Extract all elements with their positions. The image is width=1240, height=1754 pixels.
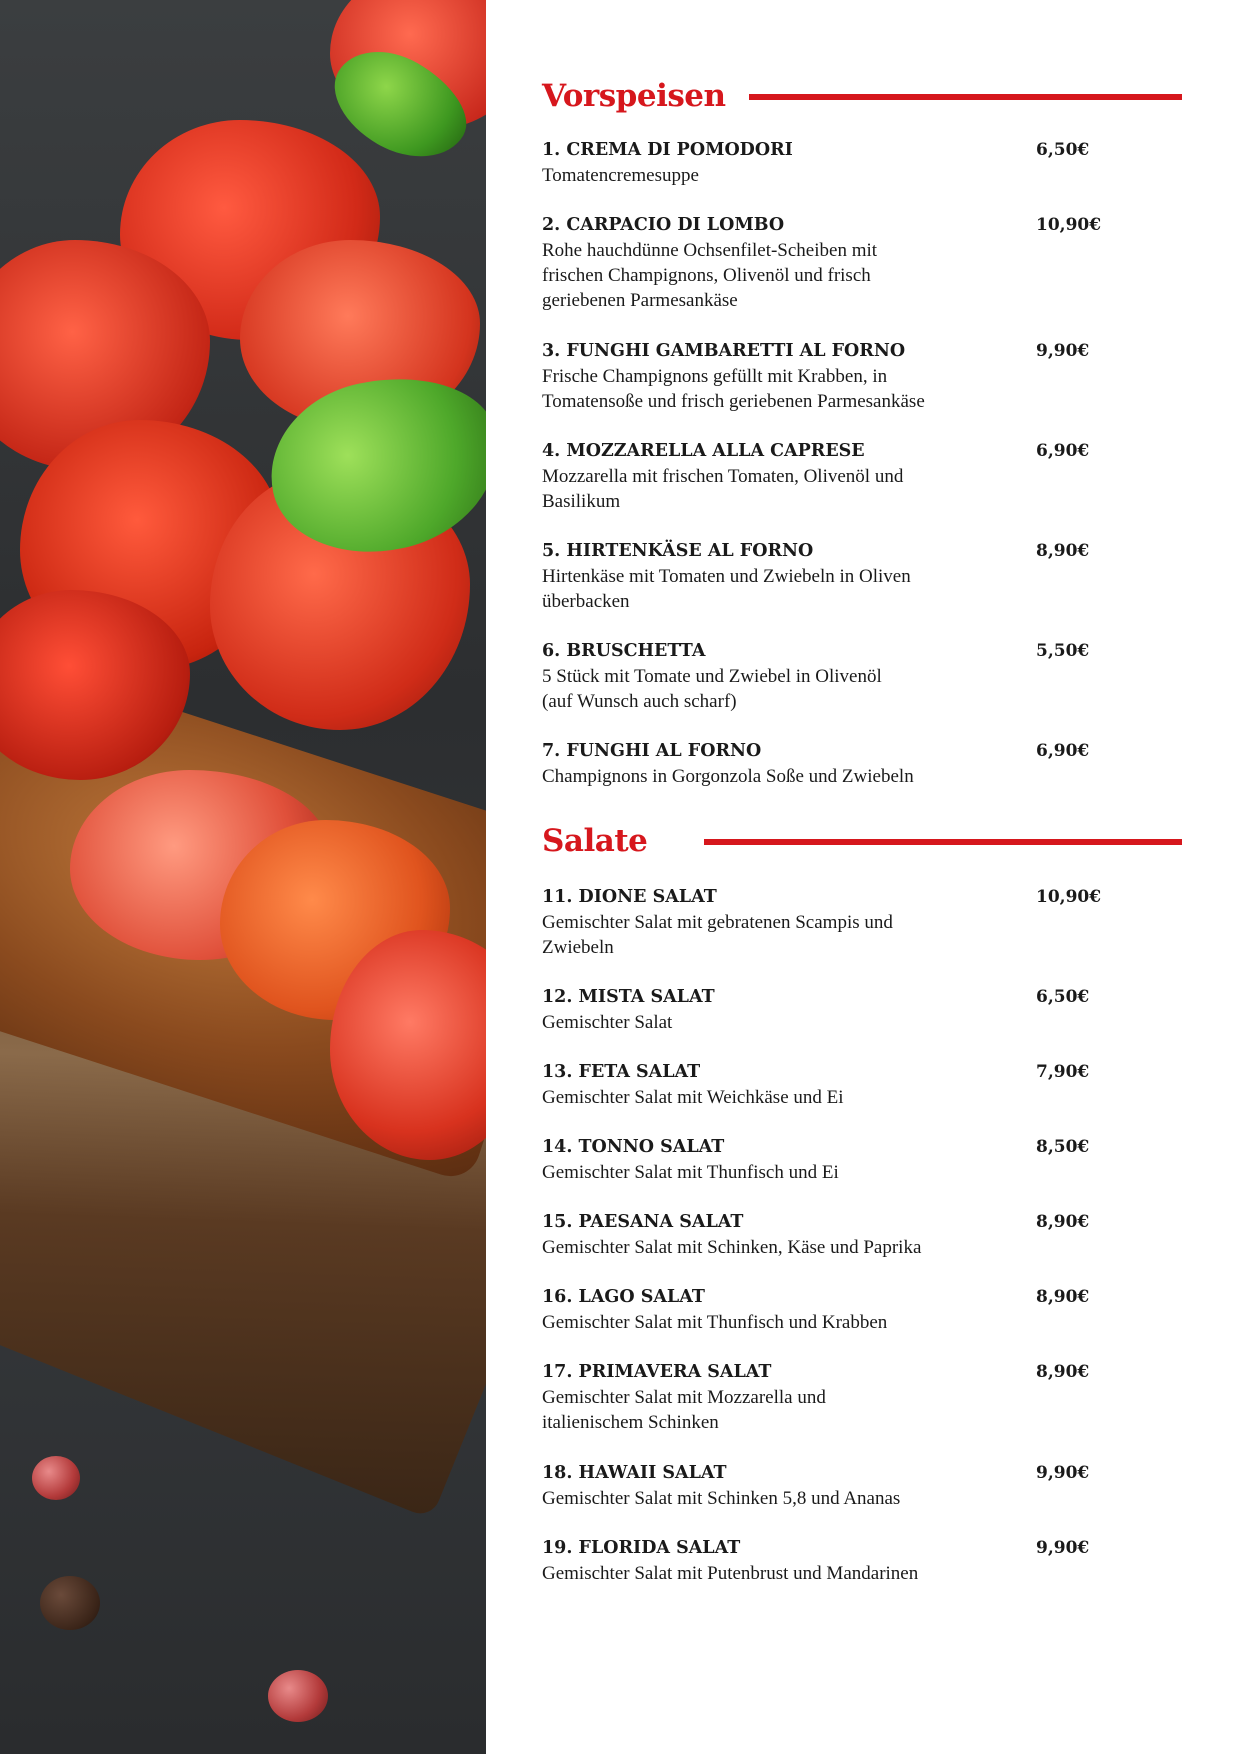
item-price: 7,90€	[1036, 1062, 1090, 1082]
section-divider	[704, 839, 1182, 845]
item-price: 9,90€	[1036, 1538, 1090, 1558]
menu-item	[542, 439, 1182, 514]
menu-item	[542, 539, 1182, 614]
item-name: 11. DIONE SALAT	[542, 887, 717, 907]
item-name: 12. MISTA SALAT	[542, 987, 715, 1007]
menu-item	[542, 1360, 1182, 1435]
item-description: Gemischter Salat mit Schinken 5,8 und Ananas	[542, 1488, 901, 1509]
item-description: Gemischter Salat mit gebratenen Scampis und Zwiebeln	[542, 912, 893, 958]
item-price: 6,90€	[1036, 741, 1090, 761]
item-description: Gemischter Salat mit Mozzarella und italienischem Schinken	[542, 1387, 826, 1433]
item-name: 13. FETA SALAT	[542, 1062, 701, 1082]
item-price: 5,50€	[1036, 641, 1090, 661]
item-name: 19. FLORIDA SALAT	[542, 1538, 741, 1558]
item-price: 6,50€	[1036, 140, 1090, 160]
item-name: 17. PRIMAVERA SALAT	[542, 1362, 772, 1382]
item-name: 5. HIRTENKÄSE AL FORNO	[542, 541, 814, 561]
peppercorn	[268, 1670, 328, 1722]
item-description: Gemischter Salat mit Putenbrust und Mandarinen	[542, 1563, 919, 1584]
item-price: 9,90€	[1036, 341, 1090, 361]
item-name: 2. CARPACIO DI LOMBO	[542, 215, 785, 235]
item-description: Gemischter Salat	[542, 1012, 673, 1033]
item-description: Gemischter Salat mit Weichkäse und Ei	[542, 1087, 844, 1108]
item-name: 15. PAESANA SALAT	[542, 1212, 744, 1232]
item-name: 7. FUNGHI AL FORNO	[542, 741, 762, 761]
menu-item	[542, 1135, 1182, 1185]
item-price: 6,50€	[1036, 987, 1090, 1007]
section-title: Vorspeisen	[542, 78, 726, 114]
item-name: 1. CREMA DI POMODORI	[542, 140, 793, 160]
item-description: Frische Champignons gefüllt mit Krabben, in Tomatensoße und frisch geriebenen Parmesankäse	[542, 366, 925, 412]
peppercorn	[32, 1456, 80, 1500]
item-price: 9,90€	[1036, 1463, 1090, 1483]
item-price: 8,90€	[1036, 1362, 1090, 1382]
item-price: 10,90€	[1036, 215, 1102, 235]
section-header	[542, 821, 1182, 871]
item-description: Gemischter Salat mit Thunfisch und Krabben	[542, 1312, 888, 1333]
menu-item	[542, 985, 1182, 1035]
item-description: Hirtenkäse mit Tomaten und Zwiebeln in Oliven überbacken	[542, 566, 911, 612]
section-divider	[749, 94, 1182, 100]
item-description: Tomatencremesuppe	[542, 165, 699, 186]
menu-item	[542, 639, 1182, 714]
bruschetta-photo	[0, 0, 486, 1754]
item-name: 3. FUNGHI GAMBARETTI AL FORNO	[542, 341, 906, 361]
item-description: Mozzarella mit frischen Tomaten, Olivenöl und Basilikum	[542, 466, 904, 512]
item-description: Champignons in Gorgonzola Soße und Zwiebeln	[542, 766, 914, 787]
section-header	[542, 76, 1182, 126]
menu-item	[542, 1060, 1182, 1110]
section-title: Salate	[542, 823, 648, 859]
item-name: 18. HAWAII SALAT	[542, 1463, 727, 1483]
item-name: 14. TONNO SALAT	[542, 1137, 725, 1157]
item-description: Gemischter Salat mit Thunfisch und Ei	[542, 1162, 839, 1183]
item-price: 8,90€	[1036, 541, 1090, 561]
menu-item	[542, 1536, 1182, 1586]
menu-item	[542, 1210, 1182, 1260]
item-price: 6,90€	[1036, 441, 1090, 461]
item-price: 8,50€	[1036, 1137, 1090, 1157]
item-name: 16. LAGO SALAT	[542, 1287, 705, 1307]
item-name: 6. BRUSCHETTA	[542, 641, 706, 661]
item-price: 10,90€	[1036, 887, 1102, 907]
menu-item	[542, 138, 1182, 188]
menu-item	[542, 1461, 1182, 1511]
item-description: Gemischter Salat mit Schinken, Käse und Paprika	[542, 1237, 922, 1258]
item-name: 4. MOZZARELLA ALLA CAPRESE	[542, 441, 865, 461]
item-description: 5 Stück mit Tomate und Zwiebel in Olivenöl (auf Wunsch auch scharf)	[542, 666, 882, 712]
menu-item	[542, 739, 1182, 789]
menu-item	[542, 213, 1182, 313]
menu-item	[542, 339, 1182, 414]
menu-item	[542, 885, 1182, 960]
peppercorn	[40, 1576, 100, 1630]
item-price: 8,90€	[1036, 1212, 1090, 1232]
item-description: Rohe hauchdünne Ochsenfilet-Scheiben mit frischen Champignons, Olivenöl und frisch geriebenen Parmesankäse	[542, 240, 878, 311]
item-price: 8,90€	[1036, 1287, 1090, 1307]
menu-item	[542, 1285, 1182, 1335]
